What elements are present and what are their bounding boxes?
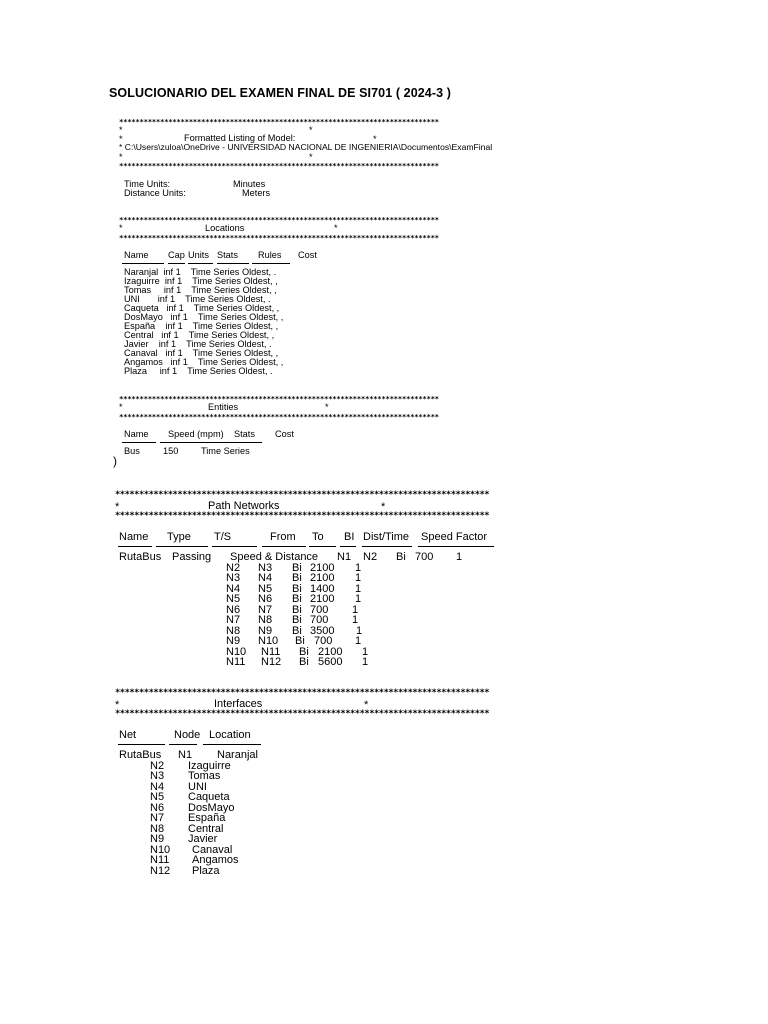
interface-location: Tomas	[188, 770, 221, 782]
interface-node: N6	[150, 802, 165, 814]
interface-location: DosMayo	[188, 802, 235, 814]
star-divider: ******************************************************************************	[115, 688, 490, 698]
entity-stats: Time Series	[201, 446, 250, 456]
path-segment-bi: Bi	[292, 583, 302, 595]
header-underline	[122, 442, 156, 443]
path-segment-bi: Bi	[292, 572, 302, 584]
col-header-units: Units	[188, 250, 209, 260]
star-marker: *	[119, 125, 123, 135]
interface-net: RutaBus	[119, 749, 162, 761]
path-segment-bi: Bi	[292, 625, 302, 637]
header-underline	[262, 546, 306, 547]
path-segment-dist: 2100	[310, 572, 335, 584]
path-segment-to: N4	[258, 572, 273, 584]
location-row: España inf 1 Time Series Oldest, ,	[124, 321, 279, 331]
path-segment-bi: Bi	[292, 562, 302, 574]
path-segment-bi: Bi	[292, 604, 302, 616]
col-header-cost: Cost	[298, 250, 317, 260]
col-header-dist: Dist/Time	[363, 531, 410, 543]
header-underline	[156, 546, 208, 547]
path-segment-bi: Bi	[299, 646, 309, 658]
header-underline	[418, 546, 494, 547]
col-header-ts: T/S	[214, 531, 232, 543]
col-header-net: Net	[119, 729, 137, 741]
star-divider: ******************************************************************************	[119, 117, 439, 126]
col-header-cap: Cap	[168, 250, 185, 260]
path-segment-factor: 1	[355, 562, 362, 574]
interface-location: Izaguirre	[188, 760, 231, 772]
path-segment-factor: 1	[362, 646, 369, 658]
star-marker: *	[373, 134, 377, 144]
col-header-node: Node	[174, 729, 201, 741]
header-underline	[188, 263, 213, 264]
star-marker: *	[334, 223, 338, 233]
path-segment-to: N9	[258, 625, 273, 637]
interface-node: N2	[150, 760, 165, 772]
location-row: DosMayo inf 1 Time Series Oldest, ,	[124, 312, 284, 322]
path-segment-dist: 3500	[310, 625, 335, 637]
star-marker: *	[309, 152, 313, 162]
path-segment-dist: 700	[310, 614, 329, 626]
star-marker: *	[381, 501, 386, 513]
entity-name: Bus	[124, 446, 140, 456]
path-segment-from: N8	[226, 625, 241, 637]
path-segment-from: N6	[226, 604, 241, 616]
header-underline	[118, 744, 165, 745]
col-header-rules: Rules	[258, 250, 282, 260]
header-underline	[362, 546, 412, 547]
header-underline	[118, 546, 152, 547]
header-underline	[252, 263, 290, 264]
header-underline	[340, 546, 356, 547]
path-segment-to: N12	[261, 656, 282, 668]
col-header-to: To	[312, 531, 324, 543]
path-segment-bi: Bi	[295, 635, 305, 647]
star-marker: *	[325, 402, 329, 412]
path-segment-dist: 1400	[310, 583, 335, 595]
col-header-name: Name	[124, 429, 149, 439]
header-underline	[217, 263, 249, 264]
interface-node: N5	[150, 791, 165, 803]
star-marker: *	[119, 152, 123, 162]
col-header-from: From	[270, 531, 296, 543]
path-segment-to: N6	[258, 593, 273, 605]
path-segment-to: N11	[261, 646, 281, 658]
time-units-value: Minutes	[233, 179, 266, 189]
location-row: Canaval inf 1 Time Series Oldest, ,	[124, 348, 279, 358]
interface-location: UNI	[188, 781, 207, 793]
page-title: SOLUCIONARIO DEL EXAMEN FINAL DE SI701 ( 2024-3 )	[109, 86, 452, 100]
path-segment-factor: 1	[352, 604, 359, 616]
path-segment-from: N11	[226, 656, 246, 668]
model-path: * C:\Users\zuloa\OneDrive - UNIVERSIDAD NACIONAL DE INGENIERIA\Documentos\ExamFinal	[119, 142, 493, 152]
interface-node: N4	[150, 781, 165, 793]
path-segment-factor: 1	[355, 572, 362, 584]
path-segment-factor: 1	[362, 656, 369, 668]
interface-location: España	[188, 812, 226, 824]
distance-units-label: Distance Units:	[124, 188, 186, 198]
path-network-name: RutaBus	[119, 551, 162, 563]
path-segment-bi: Bi	[292, 593, 302, 605]
star-divider: ******************************************************************************	[119, 161, 439, 170]
location-row: Javier inf 1 Time Series Oldest, .	[124, 339, 272, 349]
interface-location: Angamos	[192, 854, 239, 866]
location-row: Angamos inf 1 Time Series Oldest, ,	[124, 357, 284, 367]
col-header-type: Type	[167, 531, 191, 543]
path-segment-dist: 2100	[310, 562, 335, 574]
header-underline	[212, 546, 257, 547]
formatted-listing-label: Formatted Listing of Model:	[184, 133, 296, 143]
interface-node: N3	[150, 770, 165, 782]
star-marker: *	[119, 402, 123, 412]
path-segment-from: N10	[226, 646, 247, 658]
star-divider: ******************************************************************************	[119, 215, 439, 224]
path-segment-dist: 700	[415, 551, 434, 563]
star-marker: *	[115, 699, 120, 711]
path-segment-dist: 700	[314, 635, 333, 647]
star-divider: ******************************************************************************	[119, 233, 439, 242]
time-units-label: Time Units:	[124, 179, 171, 189]
location-row: Central inf 1 Time Series Oldest, ,	[124, 330, 275, 340]
path-segment-bi: Bi	[299, 656, 309, 668]
entity-speed: 150	[163, 446, 179, 456]
path-segment-to: N2	[363, 551, 378, 563]
path-segment-dist: 700	[310, 604, 329, 616]
closing-paren: )	[113, 454, 117, 468]
interface-node: N9	[150, 833, 165, 845]
path-segment-dist: 2100	[318, 646, 343, 658]
path-segment-factor: 1	[355, 635, 362, 647]
path-segment-bi: Bi	[292, 614, 302, 626]
path-segment-from: N2	[226, 562, 241, 574]
col-header-stats: Stats	[234, 429, 255, 439]
path-segment-dist: 2100	[310, 593, 335, 605]
interface-location: Plaza	[192, 865, 220, 877]
section-heading-path-networks: Path Networks	[208, 500, 280, 512]
header-underline	[203, 744, 261, 745]
star-divider: ******************************************************************************	[115, 709, 490, 719]
col-header-name: Name	[124, 250, 149, 260]
star-marker: *	[119, 134, 123, 144]
path-segment-from: N5	[226, 593, 241, 605]
location-row: Caqueta inf 1 Time Series Oldest, ,	[124, 303, 280, 313]
path-segment-from: N1	[337, 551, 352, 563]
location-row: Naranjal inf 1 Time Series Oldest, .	[124, 267, 277, 277]
header-underline	[168, 263, 185, 264]
path-network-ts: Speed & Distance	[230, 551, 319, 563]
distance-units-value: Meters	[242, 188, 271, 198]
section-heading-entities: Entities	[208, 402, 239, 412]
path-segment-to: N5	[258, 583, 273, 595]
section-heading-interfaces: Interfaces	[214, 698, 263, 710]
path-segment-from: N7	[226, 614, 241, 626]
location-row: Tomas inf 1 Time Series Oldest, ,	[124, 285, 277, 295]
col-header-location: Location	[209, 729, 251, 741]
path-segment-factor: 1	[355, 593, 362, 605]
star-divider: ******************************************************************************	[119, 394, 439, 403]
star-marker: *	[309, 125, 313, 135]
location-row: Plaza inf 1 Time Series Oldest, .	[124, 366, 273, 376]
path-segment-bi: Bi	[396, 551, 406, 563]
star-marker: *	[364, 699, 369, 711]
interface-location: Canaval	[192, 844, 233, 856]
star-marker: *	[115, 501, 120, 513]
interface-node: N11	[150, 854, 170, 866]
section-heading-locations: Locations	[205, 223, 245, 233]
path-segment-factor: 1	[355, 583, 362, 595]
star-divider: ******************************************************************************	[115, 511, 490, 521]
path-segment-from: N4	[226, 583, 241, 595]
interface-node: N7	[150, 812, 165, 824]
col-header-name: Name	[119, 531, 149, 543]
interface-location: Central	[188, 823, 224, 835]
interface-node: N8	[150, 823, 165, 835]
path-segment-factor: 1	[352, 614, 359, 626]
path-segment-to: N3	[258, 562, 273, 574]
path-segment-to: N10	[258, 635, 279, 647]
col-header-cost: Cost	[275, 429, 294, 439]
path-segment-to: N7	[258, 604, 273, 616]
col-header-speed-factor: Speed Factor	[421, 531, 488, 543]
interface-location: Naranjal	[217, 749, 258, 761]
interface-node: N12	[150, 865, 171, 877]
col-header-bi: BI	[344, 531, 355, 543]
location-row: Izaguirre inf 1 Time Series Oldest, ,	[124, 276, 278, 286]
col-header-stats: Stats	[217, 250, 238, 260]
path-segment-factor: 1	[356, 625, 363, 637]
star-divider: ******************************************************************************	[119, 412, 439, 421]
path-segment-dist: 5600	[318, 656, 343, 668]
path-segment-from: N9	[226, 635, 241, 647]
path-segment-from: N3	[226, 572, 241, 584]
path-segment-factor: 1	[456, 551, 463, 563]
header-underline	[200, 442, 262, 443]
header-underline	[169, 744, 197, 745]
location-row: UNI inf 1 Time Series Oldest, .	[124, 294, 271, 304]
star-marker: *	[119, 223, 123, 233]
interface-node: N1	[178, 749, 193, 761]
interface-location: Caqueta	[188, 791, 230, 803]
star-divider: ******************************************************************************	[115, 490, 490, 500]
col-header-speed: Speed (mpm)	[168, 429, 224, 439]
path-network-type: Passing	[172, 551, 212, 563]
header-underline	[122, 263, 164, 264]
interface-location: Javier	[188, 833, 218, 845]
path-segment-to: N8	[258, 614, 273, 626]
header-underline	[309, 546, 336, 547]
interface-node: N10	[150, 844, 171, 856]
